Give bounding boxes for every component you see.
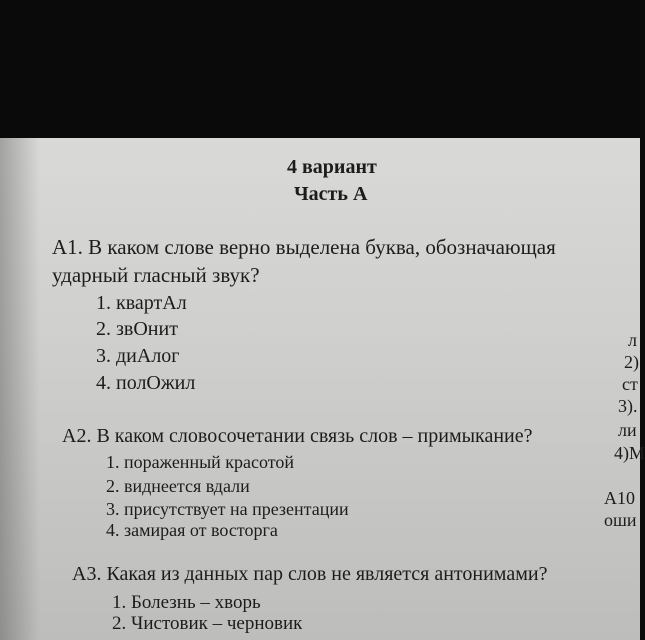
a2-option-1: 1. пораженный красотой <box>106 452 295 472</box>
right-fragment-8: оши <box>604 510 637 530</box>
paper-shadow <box>0 138 40 640</box>
a3-option-1: 1. Болезнь – хворь <box>112 592 261 613</box>
right-fragment-6: 4)М <box>614 443 645 463</box>
right-fragment-1: л <box>628 330 637 350</box>
right-fragment-5: ли <box>618 420 637 440</box>
dark-background <box>0 0 640 150</box>
a2-option-4: 4. замирая от восторга <box>106 520 278 540</box>
a1-option-2: 2. звОнит <box>96 318 178 340</box>
a1-option-1: 1. квартАл <box>96 292 187 314</box>
a2-option-2: 2. виднеется вдали <box>106 476 250 496</box>
a1-option-4: 4. полОжил <box>96 372 196 394</box>
right-fragment-7: А10 <box>604 488 635 508</box>
question-a1-line2: ударный гласный звук? <box>52 263 260 287</box>
right-fragment-4: 3). <box>618 396 638 416</box>
variant-heading: 4 вариант <box>287 156 377 178</box>
a3-option-2: 2. Чистовик – черновик <box>112 613 303 634</box>
question-a1-line1: А1. В каком слове верно выделена буква, обозначающая <box>52 235 556 259</box>
a1-option-3: 3. диАлог <box>96 345 180 367</box>
question-a3-line1: А3. Какая из данных пар слов не является антонимами? <box>72 563 548 585</box>
right-fragment-2: 2) <box>624 352 639 372</box>
part-heading: Часть А <box>294 183 368 205</box>
question-a2-line1: А2. В каком словосочетании связь слов – примыкание? <box>62 425 533 447</box>
a2-option-3: 3. присутствует на презентации <box>106 499 349 519</box>
right-fragment-3: ст <box>622 374 638 394</box>
